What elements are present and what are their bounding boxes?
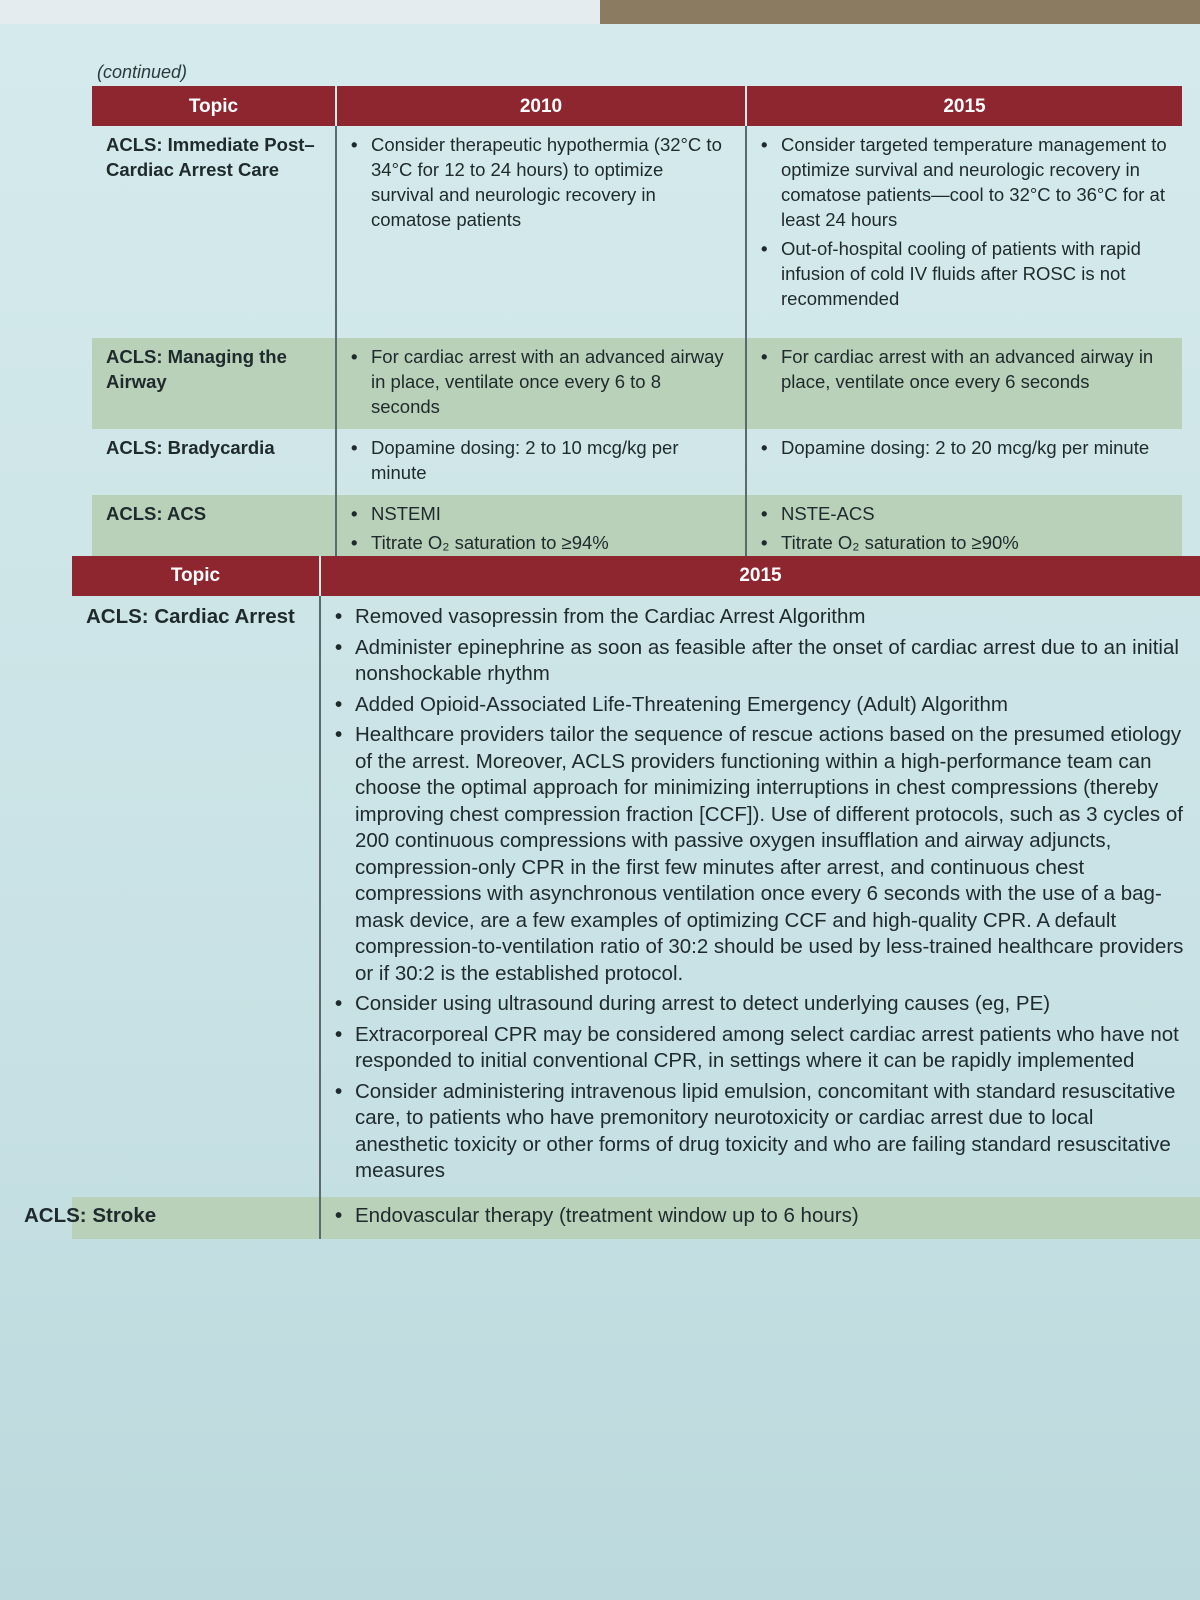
list-item: • Dopamine dosing: 2 to 20 mcg/kg per minute — [781, 435, 1168, 460]
row-2015-cell — [746, 495, 1182, 565]
table2-header-row — [72, 556, 1200, 596]
table1-header-row — [92, 86, 1182, 126]
table-row — [72, 596, 1200, 1197]
row-2010-cell — [336, 495, 746, 565]
row-topic: ACLS: Cardiac Arrest — [72, 596, 320, 1197]
list-item: • Added Opioid-Associated Life-Threatening Emergency (Adult) Algorithm — [355, 692, 1186, 719]
list-item: • Consider using ultrasound during arrest to detect underlying causes (eg, PE) — [355, 991, 1186, 1018]
top-strip-left — [0, 0, 610, 24]
table-row — [92, 495, 1182, 565]
header-topic: Topic — [72, 556, 320, 596]
stroke-topic-label: ACLS: Stroke — [24, 1203, 157, 1227]
row-topic: ACLS: Immediate Post–Cardiac Arrest Care — [92, 126, 336, 338]
row-2010-cell — [336, 429, 746, 495]
row-topic — [24, 1197, 320, 1240]
row-2010-cell — [336, 126, 746, 338]
list-item: • For cardiac arrest with an advanced airway in place, ventilate once every 6 to 8 seconds — [371, 344, 731, 419]
row-2015-cell — [746, 338, 1182, 429]
table-row — [92, 126, 1182, 338]
list-item: • Consider administering intravenous lipid emulsion, concomitant with standard resuscitative care, to patients who have premonitory neurotoxicity or cardiac arrest due to local anesthetic toxicity or other forms of drug toxicity and who are failing standard resuscitative measures — [355, 1079, 1186, 1185]
list-item: • Removed vasopressin from the Cardiac Arrest Algorithm — [355, 604, 1186, 631]
row-2015-cell — [320, 596, 1200, 1197]
header-2015: 2015 — [320, 556, 1200, 596]
list-item: • Endovascular therapy (treatment window up to 6 hours) — [355, 1203, 1186, 1230]
header-2015: 2015 — [746, 86, 1182, 126]
list-item: • Extracorporeal CPR may be considered among select cardiac arrest patients who have not responded to initial conventional CPR, in settings where it can be rapidly implemented — [355, 1022, 1186, 1075]
row-2010-cell — [336, 338, 746, 429]
list-item: • For cardiac arrest with an advanced airway in place, ventilate once every 6 seconds — [781, 344, 1168, 394]
comparison-table-2010-2015 — [92, 86, 1182, 565]
list-item: • Administer epinephrine as soon as feasible after the onset of cardiac arrest due to an initial nonshockable rhythm — [355, 635, 1186, 688]
list-item: • NSTEMI — [371, 501, 731, 526]
row-2015-cell — [746, 429, 1182, 495]
row-2015-cell — [320, 1197, 1200, 1240]
list-item: • Dopamine dosing: 2 to 10 mcg/kg per minute — [371, 435, 731, 485]
table-row — [72, 1197, 1200, 1240]
continued-label: (continued) — [97, 62, 188, 82]
list-item: • Out-of-hospital cooling of patients with rapid infusion of cold IV fluids after ROSC is not recommended — [781, 236, 1168, 311]
table-row — [92, 429, 1182, 495]
row-topic: ACLS: Bradycardia — [92, 429, 336, 495]
row-2015-cell — [746, 126, 1182, 338]
row-topic: ACLS: Managing the Airway — [92, 338, 336, 429]
list-item: • Consider therapeutic hypothermia (32°C to 34°C for 12 to 24 hours) to optimize survival and neurologic recovery in comatose patients — [371, 132, 731, 232]
list-item: • Healthcare providers tailor the sequence of rescue actions based on the presumed etiology of the arrest. Moreover, ACLS providers functioning within a high-performance team can choose the optimal approach for minimizing interruptions in chest compressions (thereby improving chest compression fraction [CCF]). Use of different protocols, such as 3 cycles of 200 continuous compressions with passive oxygen insufflation and airway adjuncts, compression-only CPR in the first few minutes after arrest, and continuous chest compressions with asynchronous ventilation once every 6 seconds with the use of a bag-mask device, are a few examples of optimizing CCF and high-quality CPR. A default compression-to-ventilation ratio of 30:2 should be used by less-trained healthcare providers or if 30:2 is the established protocol. — [355, 722, 1186, 987]
header-2010: 2010 — [336, 86, 746, 126]
row-topic: ACLS: ACS — [92, 495, 336, 565]
header-topic: Topic — [92, 86, 336, 126]
list-item: • Titrate O₂ saturation to ≥90% — [781, 530, 1168, 555]
page — [0, 24, 1200, 1600]
list-item: • NSTE-ACS — [781, 501, 1168, 526]
top-strip — [0, 0, 1200, 24]
list-item: • Consider targeted temperature management to optimize survival and neurologic recovery in comatose patients—cool to 32°C to 36°C for at least 24 hours — [781, 132, 1168, 232]
table-row — [92, 338, 1182, 429]
top-strip-right — [600, 0, 1200, 24]
table-2015-updates — [24, 556, 1200, 1239]
list-item: • Titrate O₂ saturation to ≥94% — [371, 530, 731, 555]
